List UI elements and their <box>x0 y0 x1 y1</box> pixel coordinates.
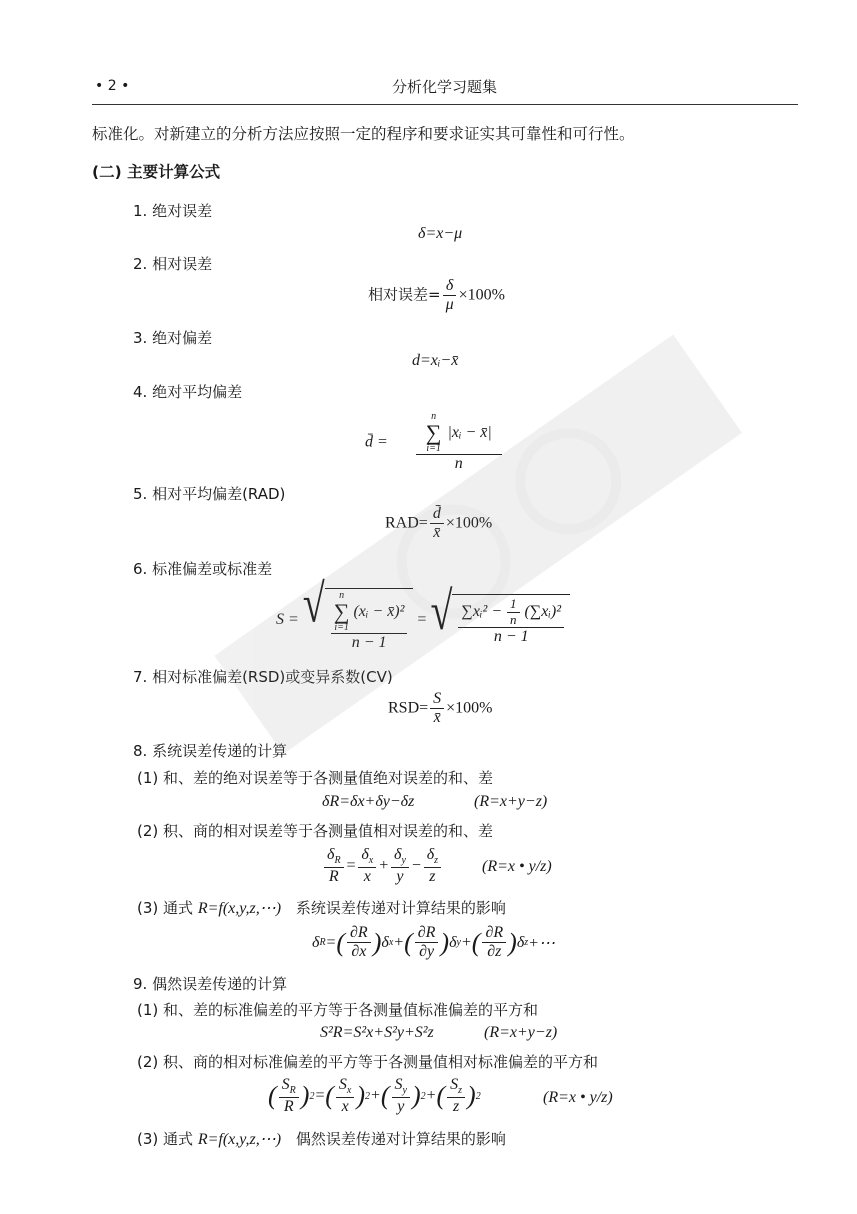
inner-fraction: $\frac{1}{n}$ <box>507 597 520 628</box>
item-random-error-propagation: 9. 偶然误差传递的计算 <box>133 975 288 993</box>
formula-9-2-condition: (R=x • y/z) <box>543 1089 613 1106</box>
formula-8-1: δR=δx+δy−δz <box>322 793 415 810</box>
fraction <box>430 690 444 728</box>
denominator: x̄ <box>433 709 441 727</box>
numerator: ∑xᵢ² − $\frac{1}{n}$ (∑xᵢ)² <box>458 597 564 629</box>
section-title: (二) 主要计算公式 <box>92 163 221 181</box>
numerator: δ <box>443 277 456 296</box>
fraction: $\frac{\delta_y}{y}$ <box>391 846 409 886</box>
formula-9-1: S²R=S²x+S²y+S²z <box>320 1024 434 1041</box>
item-9-1: (1) 和、差的标准偏差的平方等于各测量值标准偏差的平方和 <box>137 1001 539 1019</box>
item-relative-error: 2. 相对误差 <box>133 255 213 273</box>
formula-8-2: $\frac{\delta_R}{R}$ = $\frac{\delta_x}{x}$ + $\frac{\delta_y}{y}$ − $\frac{\delta_z}{z}$ <box>322 846 443 886</box>
fraction: $\frac{\delta_x}{x}$ <box>358 846 376 886</box>
denominator: n <box>454 455 463 472</box>
item-8-1: (1) 和、差的绝对误差等于各测量值绝对误差的和、差 <box>137 769 494 787</box>
item-standard-deviation: 6. 标准偏差或标准差 <box>133 560 273 578</box>
sqrt-2: √ ∑xᵢ² − $\frac{1}{n}$ (∑xᵢ)² n − 1 <box>430 594 570 647</box>
numerator: S <box>430 690 444 709</box>
formula-rad <box>385 505 492 543</box>
fraction: $\frac{\delta_z}{z}$ <box>424 846 441 886</box>
header-rule <box>92 104 798 105</box>
intro-paragraph: 标准化。对新建立的分析方法应按照一定的程序和要求证实其可靠性和可行性。 <box>92 125 635 143</box>
rad-label: RAD= <box>385 514 428 532</box>
item-9-3: (3) 通式 R=f(x,y,z,⋯) 偶然误差传递对计算结果的影响 <box>137 1130 506 1148</box>
numerator: d̄ <box>430 505 444 524</box>
lhs: S = <box>276 611 299 629</box>
fraction <box>430 505 444 543</box>
formula-9-1-condition: (R=x+y−z) <box>484 1024 558 1041</box>
item-absolute-deviation: 3. 绝对偏差 <box>133 329 213 347</box>
page-number: • 2 • <box>95 78 130 94</box>
sqrt-1: √ n ∑ i=1 (xᵢ − x̄)² n − 1 <box>303 588 414 652</box>
item-absolute-error: 1. 绝对误差 <box>133 202 213 220</box>
running-head-title: 分析化学习题集 <box>392 78 498 96</box>
formula-relative-error <box>368 277 505 315</box>
item-rad: 5. 相对平均偏差(RAD) <box>133 485 286 503</box>
relative-error-label: 相对误差= <box>368 285 441 304</box>
item-9-2: (2) 积、商的相对标准偏差的平方等于各测量值相对标准偏差的平方和 <box>137 1053 599 1071</box>
fraction <box>394 412 524 473</box>
numerator: n ∑ i=1 (xᵢ − x̄)² <box>331 591 408 634</box>
fraction <box>331 591 408 652</box>
sum-symbol: n ∑ i=1 <box>333 590 350 633</box>
fraction <box>458 597 564 647</box>
item-8-3: (3) 通式 R=f(x,y,z,⋯) 系统误差传递对计算结果的影响 <box>137 899 506 917</box>
percent-factor: ×100% <box>445 514 493 532</box>
denominator: μ <box>445 296 454 314</box>
denominator: x̄ <box>433 524 441 542</box>
denominator: n − 1 <box>493 628 529 646</box>
formula-rsd <box>388 690 493 728</box>
fraction <box>443 277 457 315</box>
formula-8-2-condition: (R=x • y/z) <box>482 858 552 875</box>
formula-9-2: ( $\frac{S_R}{R}$ ) 2 = ( $\frac{S_x}{x}$ ) 2 + ( $\frac{S_y}{y}$ ) 2 + ( $\frac{S_z}{z}$ ) 2 <box>268 1076 481 1115</box>
denominator: n − 1 <box>351 634 387 651</box>
item-mean-deviation: 4. 绝对平均偏差 <box>133 383 243 401</box>
numerator: n ∑ i=1 |xᵢ − x̄| <box>416 412 502 455</box>
equals: = <box>417 611 427 629</box>
formula-standard-deviation <box>276 572 570 652</box>
item-systematic-error-propagation: 8. 系统误差传递的计算 <box>133 742 288 760</box>
sum-symbol: n ∑ i=1 <box>425 411 442 454</box>
lhs: d̄ = <box>365 433 388 451</box>
formula-8-1-condition: (R=x+y−z) <box>474 793 548 810</box>
fraction: $\frac{\delta_R}{R}$ <box>324 846 344 886</box>
formula-8-3: δ R = ( $\frac{\partial R}{\partial x}$ ) δ x + ( $\frac{\partial R}{\partial y}$ ) δ y + ( $\frac{\partial R}{\partial z}$ ) δ z +⋯ <box>312 924 555 961</box>
formula-mean-deviation <box>365 412 526 473</box>
rsd-label: RSD= <box>388 699 429 717</box>
formula-absolute-deviation: d=xᵢ−x̄ <box>412 352 459 369</box>
formula-absolute-error: δ=x−μ <box>418 225 463 242</box>
item-8-2: (2) 积、商的相对误差等于各测量值相对误差的和、差 <box>137 822 494 840</box>
item-rsd: 7. 相对标准偏差(RSD)或变异系数(CV) <box>133 668 393 686</box>
percent-factor: ×100% <box>458 286 505 304</box>
percent-factor: ×100% <box>446 699 493 717</box>
